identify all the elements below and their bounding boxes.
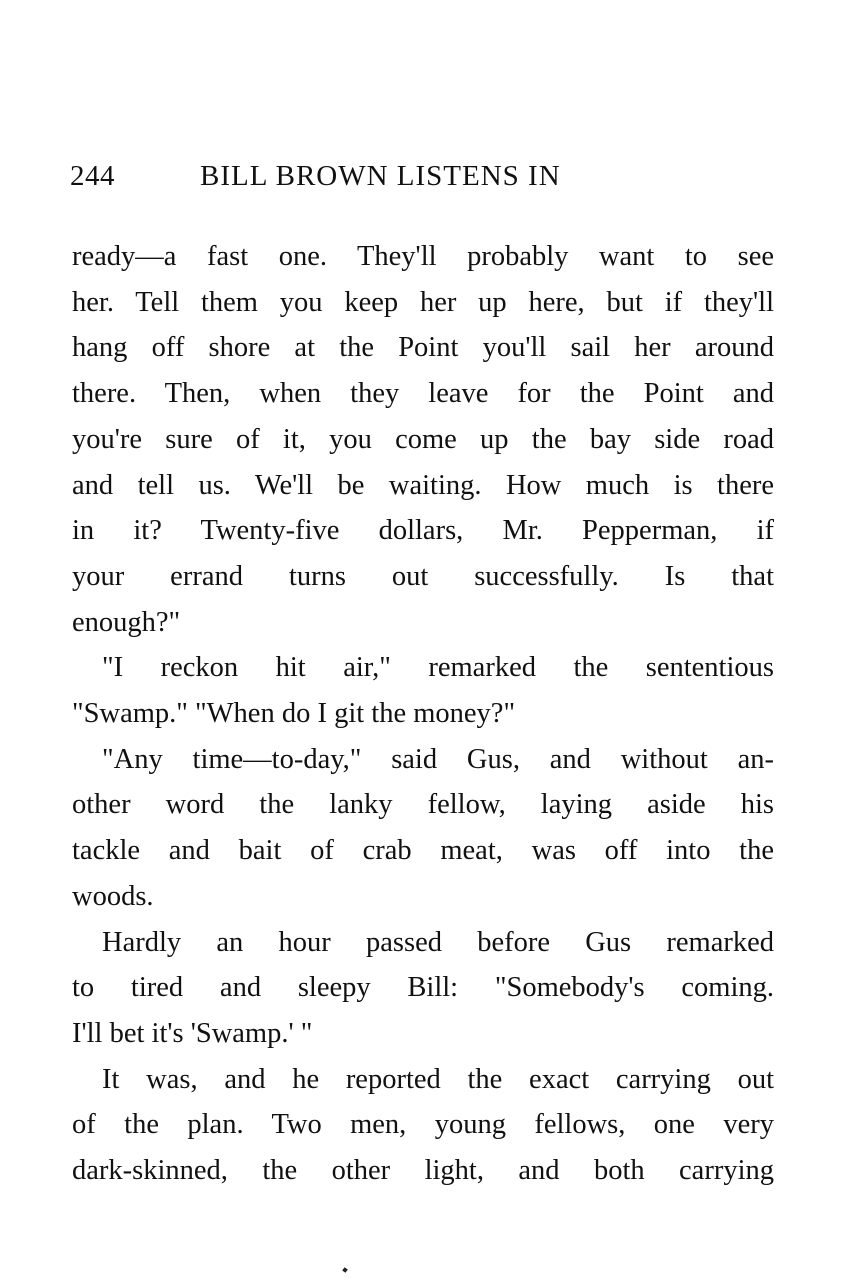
- ink-speck-mark: [342, 1267, 348, 1273]
- paragraph-2: [72, 645, 774, 736]
- body-text: [72, 234, 774, 1194]
- running-title: BILL BROWN LISTENS IN: [200, 160, 561, 192]
- paragraph-5: [72, 1057, 774, 1194]
- paragraph-4: [72, 920, 774, 1057]
- text-line: It was, and he reported the exact carrying out: [102, 1063, 774, 1095]
- paragraph-3: [72, 737, 774, 920]
- text-line: hang off shore at the Point you'll sail her around: [72, 332, 774, 364]
- text-line: ready—a fast one. They'll probably want to see: [72, 241, 774, 272]
- text-line: tackle and bait of crab meat, was off into the: [72, 835, 774, 867]
- text-line: there. Then, when they leave for the Point and: [72, 378, 774, 410]
- text-line: your errand turns out successfully. Is that: [72, 560, 774, 592]
- text-line: in it? Twenty-five dollars, Mr. Pepperman, if: [72, 515, 774, 547]
- text-line: "Swamp." "When do I git the money?": [72, 698, 516, 730]
- text-line: "Any time—to-day," said Gus, and without an-: [102, 743, 774, 775]
- text-line: Hardly an hour passed before Gus remarked: [102, 926, 774, 958]
- text-line: woods.: [72, 880, 154, 912]
- text-line: enough?": [72, 606, 181, 638]
- text-line: "I reckon hit air," remarked the sententious: [102, 652, 774, 684]
- text-line: dark-skinned, the other light, and both carrying: [72, 1155, 774, 1187]
- text-line: her. Tell them you keep her up here, but if they'll: [72, 286, 774, 318]
- text-line: and tell us. We'll be waiting. How much is there: [72, 469, 774, 501]
- paragraph-1: [72, 234, 774, 645]
- text-line: you're sure of it, you come up the bay side road: [72, 423, 774, 455]
- text-line: to tired and sleepy Bill: "Somebody's coming.: [72, 972, 774, 1004]
- text-line: other word the lanky fellow, laying aside his: [72, 789, 774, 821]
- page-number: 244: [70, 160, 115, 192]
- page-header: [70, 160, 776, 200]
- text-line: of the plan. Two men, young fellows, one very: [72, 1109, 774, 1141]
- text-line: I'll bet it's 'Swamp.' ": [72, 1017, 313, 1049]
